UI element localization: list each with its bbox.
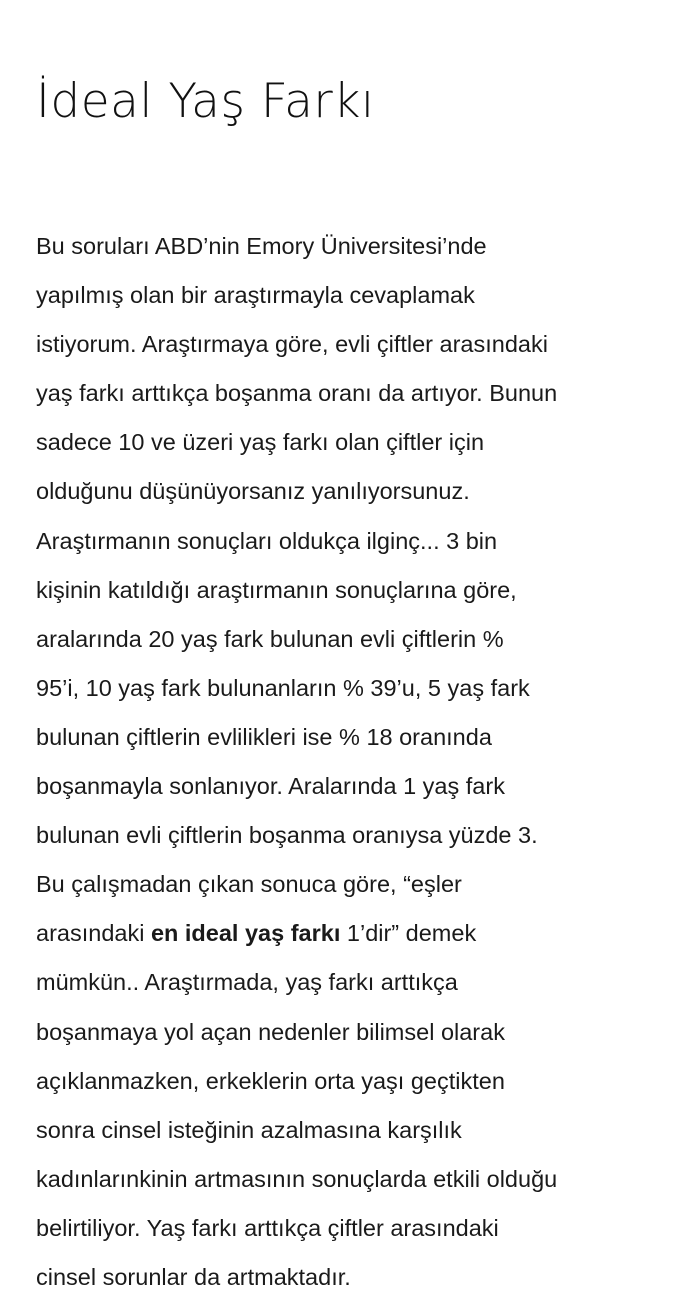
body-line-end: 1’dir” demek bbox=[340, 920, 477, 947]
body-line: bulunan çiftlerin evlilikleri ise % 18 oranında bbox=[36, 723, 492, 750]
body-line: sadece 10 ve üzeri yaş farkı olan çiftler için bbox=[36, 429, 485, 456]
body-line: bulunan evli çiftlerin boşanma oranıysa yüzde 3. bbox=[36, 822, 538, 849]
body-line: yapılmış olan bir araştırmayla cevaplamak bbox=[36, 282, 475, 309]
body-line-with-emphasis bbox=[36, 909, 666, 958]
body-line: Bu çalışmadan çıkan sonuca göre, “eşler bbox=[36, 871, 462, 898]
body-line: kadınlarınkinin artmasının sonuçlarda etkili olduğu bbox=[36, 1165, 558, 1192]
emphasis-ideal-age-gap: en ideal yaş farkı bbox=[150, 920, 341, 947]
body-line: aralarında 20 yaş fark bulunan evli çiftlerin % bbox=[36, 625, 504, 652]
body-line: cinsel sorunlar da artmaktadır. bbox=[36, 1263, 351, 1290]
body-line: 95’i, 10 yaş fark bulunanların % 39’u, 5 yaş fark bbox=[36, 674, 530, 701]
body-line: boşanmaya yol açan nedenler bilimsel olarak bbox=[36, 1018, 505, 1045]
body-line: sonra cinsel isteğinin azalmasına karşılık bbox=[36, 1116, 462, 1143]
body-line-start: arasındaki bbox=[36, 920, 151, 947]
body-line: belirtiliyor. Yaş farkı arttıkça çiftler arasındaki bbox=[36, 1214, 499, 1241]
body-line: Bu soruları ABD’nin Emory Üniversitesi’nde bbox=[36, 233, 487, 259]
body-line: kişinin katıldığı araştırmanın sonuçlarına göre, bbox=[36, 576, 517, 603]
article-body bbox=[36, 222, 666, 1302]
body-line: yaş farkı arttıkça boşanma oranı da artıyor. Bunun bbox=[36, 380, 558, 407]
body-line: boşanmayla sonlanıyor. Aralarında 1 yaş fark bbox=[36, 773, 505, 800]
body-line: istiyorum. Araştırmaya göre, evli çiftler arasındaki bbox=[36, 331, 548, 358]
body-line: mümkün.. Araştırmada, yaş farkı arttıkça bbox=[36, 969, 458, 996]
article-title: İdeal Yaş Farkı bbox=[36, 74, 375, 129]
body-line: Araştırmanın sonuçları oldukça ilginç... 3 bin bbox=[36, 527, 498, 554]
body-line: olduğunu düşünüyorsanız yanılıyorsunuz. bbox=[36, 478, 470, 505]
body-line: açıklanmazken, erkeklerin orta yaşı geçtikten bbox=[36, 1067, 505, 1094]
